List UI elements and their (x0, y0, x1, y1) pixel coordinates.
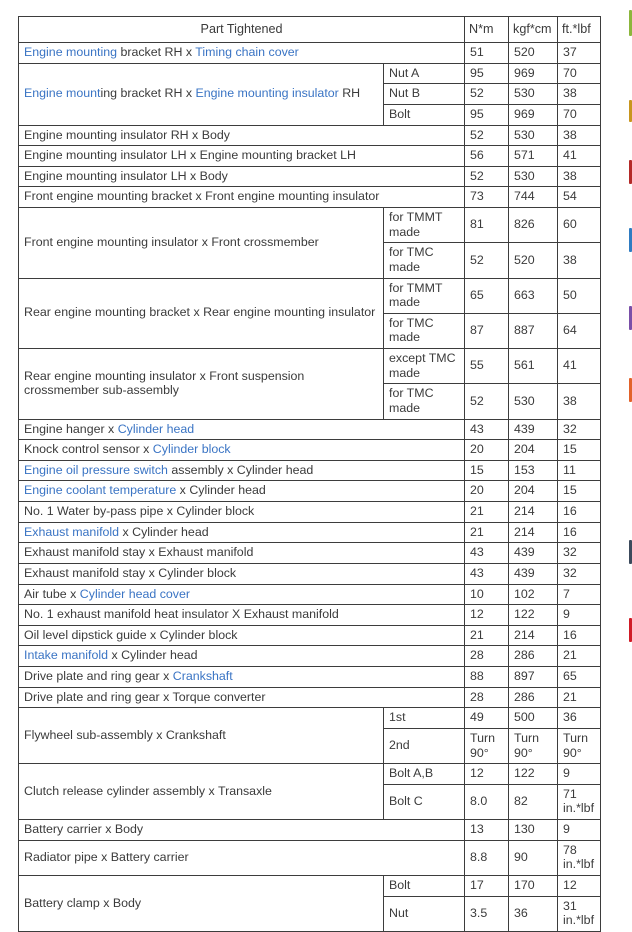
torque-value-nm: 43 (465, 563, 509, 584)
table-row (19, 125, 601, 146)
part-text: RH (338, 86, 361, 101)
torque-value-nm: 95 (465, 104, 509, 125)
table-row (19, 146, 601, 167)
part-tightened-cell (19, 125, 465, 146)
torque-value-nm: 81 (465, 208, 509, 243)
torque-value-nm: 95 (465, 63, 509, 84)
torque-value-ftlbf: 9 (558, 820, 601, 841)
torque-value-kgf: 90 (509, 840, 558, 875)
torque-value-kgf: 153 (509, 460, 558, 481)
torque-value-nm: 43 (465, 419, 509, 440)
torque-value-ftlbf: 31 in.*lbf (558, 896, 601, 931)
part-tightened-cell (19, 187, 465, 208)
part-text: Drive plate and ring gear x Torque converter (24, 689, 266, 704)
part-text: x Cylinder head (119, 524, 209, 539)
torque-value-nm: 13 (465, 820, 509, 841)
sub-condition-cell: for TMC made (384, 384, 465, 419)
part-link[interactable]: Crankshaft (172, 669, 233, 683)
torque-value-ftlbf: 38 (558, 166, 601, 187)
table-row (19, 63, 601, 84)
part-text: Rear engine mounting insulator x Front suspension crossmember sub-assembly (24, 368, 305, 398)
part-tightened-cell (19, 278, 384, 349)
torque-value-kgf: 571 (509, 146, 558, 167)
part-link[interactable]: Engine mounting insulator (195, 86, 339, 101)
sub-condition-cell: 2nd (384, 728, 465, 763)
torque-value-kgf: 204 (509, 440, 558, 461)
torque-value-nm: 12 (465, 764, 509, 785)
table-row (19, 584, 601, 605)
part-tightened-cell (19, 563, 465, 584)
sub-condition-cell: except TMC made (384, 349, 465, 384)
torque-value-ftlbf: 70 (558, 104, 601, 125)
torque-value-ftlbf: 12 (558, 875, 601, 896)
torque-value-nm: 88 (465, 667, 509, 688)
table-row (19, 605, 601, 626)
part-tightened-cell (19, 605, 465, 626)
torque-value-kgf: 122 (509, 605, 558, 626)
torque-value-nm: 21 (465, 502, 509, 523)
sub-condition-cell: for TMMT made (384, 208, 465, 243)
torque-value-nm: 20 (465, 481, 509, 502)
part-text: bracket RH x (117, 45, 196, 59)
table-row (19, 43, 601, 64)
table-row (19, 440, 601, 461)
column-header-kgf-cm: kgf*cm (509, 17, 558, 43)
torque-table-container (18, 16, 600, 932)
part-text: Front engine mounting insulator x Front crossmember (24, 234, 319, 249)
torque-value-nm: 43 (465, 543, 509, 564)
torque-value-kgf: 663 (509, 278, 558, 313)
part-text: Radiator pipe x Battery carrier (24, 849, 189, 864)
torque-value-ftlbf: 15 (558, 481, 601, 502)
part-text: assembly x Cylinder head (167, 462, 314, 477)
torque-value-kgf: 826 (509, 208, 558, 243)
table-row (19, 502, 601, 523)
torque-value-kgf: 530 (509, 384, 558, 419)
torque-value-ftlbf: 50 (558, 278, 601, 313)
part-link[interactable]: Cylinder block (152, 442, 231, 457)
part-tightened-cell (19, 764, 384, 820)
torque-value-kgf: 214 (509, 522, 558, 543)
torque-value-ftlbf: 21 (558, 687, 601, 708)
torque-value-ftlbf: 38 (558, 384, 601, 419)
torque-value-ftlbf: 65 (558, 667, 601, 688)
table-row (19, 667, 601, 688)
part-text: Engine mounting insulator LH x Body (24, 168, 228, 183)
torque-value-ftlbf: 38 (558, 125, 601, 146)
torque-value-kgf: 286 (509, 687, 558, 708)
part-text: Engine hanger x (24, 421, 118, 436)
sub-condition-cell: Bolt (384, 875, 465, 896)
table-row (19, 708, 601, 729)
torque-value-nm: 8.8 (465, 840, 509, 875)
torque-value-nm: 87 (465, 313, 509, 348)
torque-value-kgf: 204 (509, 481, 558, 502)
torque-value-ftlbf: 7 (558, 584, 601, 605)
torque-value-kgf: 520 (509, 43, 558, 64)
torque-value-nm: 52 (465, 125, 509, 146)
part-tightened-cell (19, 440, 465, 461)
table-row (19, 187, 601, 208)
torque-value-ftlbf: 16 (558, 522, 601, 543)
torque-value-kgf: 286 (509, 646, 558, 667)
sub-condition-cell: Bolt C (384, 784, 465, 819)
torque-value-nm: 52 (465, 243, 509, 278)
part-link[interactable]: Engine coolant temperature (24, 483, 177, 498)
table-row (19, 563, 601, 584)
part-tightened-cell (19, 840, 465, 875)
table-body (19, 43, 601, 932)
part-tightened-cell (19, 43, 465, 64)
sub-condition-cell: for TMC made (384, 313, 465, 348)
table-row (19, 522, 601, 543)
table-row (19, 481, 601, 502)
part-tightened-cell (19, 543, 465, 564)
torque-value-nm: 52 (465, 384, 509, 419)
table-row (19, 646, 601, 667)
part-tightened-cell (19, 625, 465, 646)
table-row (19, 166, 601, 187)
torque-value-ftlbf: 70 (558, 63, 601, 84)
part-text: ing bracket RH x (100, 86, 196, 101)
torque-value-kgf: 102 (509, 584, 558, 605)
sub-condition-cell: Nut A (384, 63, 465, 84)
torque-value-kgf: 214 (509, 502, 558, 523)
torque-value-nm: 56 (465, 146, 509, 167)
torque-value-kgf: 439 (509, 563, 558, 584)
torque-value-kgf: 530 (509, 166, 558, 187)
torque-value-nm: 21 (465, 625, 509, 646)
torque-specification-table (18, 16, 601, 932)
table-row (19, 278, 601, 313)
table-row (19, 349, 601, 384)
torque-value-nm: 65 (465, 278, 509, 313)
torque-value-ftlbf: 36 (558, 708, 601, 729)
part-link[interactable]: Exhaust manifold (24, 524, 120, 539)
torque-value-nm: 12 (465, 605, 509, 626)
table-row (19, 543, 601, 564)
part-text: Air tube x (24, 586, 80, 601)
torque-value-nm: 73 (465, 187, 509, 208)
part-tightened-cell (19, 166, 465, 187)
torque-value-kgf: 561 (509, 349, 558, 384)
part-link[interactable]: Engine mount (24, 86, 101, 101)
part-text: Engine mounting insulator RH x Body (24, 127, 230, 142)
torque-value-ftlbf: 32 (558, 419, 601, 440)
part-text: Engine mounting insulator LH x Engine mounting bracket LH (24, 148, 356, 163)
part-tightened-cell (19, 349, 384, 420)
part-text: x Cylinder head (108, 648, 198, 663)
torque-value-ftlbf: 71 in.*lbf (558, 784, 601, 819)
table-row (19, 419, 601, 440)
torque-value-ftlbf: 11 (558, 460, 601, 481)
part-link[interactable]: Cylinder head (117, 421, 195, 436)
torque-value-nm: 49 (465, 708, 509, 729)
part-tightened-cell (19, 708, 384, 764)
torque-value-nm: 21 (465, 522, 509, 543)
sub-condition-cell: Nut (384, 896, 465, 931)
torque-value-kgf: 530 (509, 125, 558, 146)
part-text: x Cylinder head (176, 483, 266, 498)
part-text: Oil level dipstick guide x Cylinder block (24, 627, 238, 642)
torque-value-kgf: 520 (509, 243, 558, 278)
torque-value-nm: Turn 90° (465, 728, 509, 763)
part-text: Knock control sensor x (24, 442, 153, 457)
torque-value-ftlbf: 37 (558, 43, 601, 64)
torque-value-kgf: Turn 90° (509, 728, 558, 763)
part-link[interactable]: Timing chain cover (195, 45, 299, 59)
part-tightened-cell (19, 208, 384, 279)
torque-value-nm: 28 (465, 646, 509, 667)
part-text: Exhaust manifold stay x Exhaust manifold (24, 545, 254, 560)
torque-value-kgf: 82 (509, 784, 558, 819)
part-tightened-cell (19, 646, 465, 667)
torque-value-kgf: 170 (509, 875, 558, 896)
torque-value-ftlbf: 41 (558, 349, 601, 384)
part-link[interactable]: Intake manifold (24, 648, 109, 663)
torque-value-ftlbf: 16 (558, 625, 601, 646)
table-row (19, 460, 601, 481)
torque-value-kgf: 214 (509, 625, 558, 646)
torque-value-ftlbf: 32 (558, 563, 601, 584)
part-tightened-cell (19, 667, 465, 688)
part-tightened-cell (19, 146, 465, 167)
part-text: Battery clamp x Body (24, 895, 142, 910)
part-tightened-cell (19, 522, 465, 543)
column-header-newton-meter: N*m (465, 17, 509, 43)
torque-value-ftlbf: 16 (558, 502, 601, 523)
part-tightened-cell (19, 460, 465, 481)
part-tightened-cell (19, 502, 465, 523)
torque-value-kgf: 744 (509, 187, 558, 208)
sub-condition-cell: Bolt A,B (384, 764, 465, 785)
torque-value-ftlbf: 64 (558, 313, 601, 348)
part-text: Front engine mounting bracket x Front engine mounting insulator (24, 189, 380, 204)
torque-value-ftlbf: 41 (558, 146, 601, 167)
torque-value-nm: 51 (465, 43, 509, 64)
torque-value-ftlbf: 32 (558, 543, 601, 564)
table-row (19, 840, 601, 875)
torque-value-nm: 20 (465, 440, 509, 461)
torque-value-nm: 52 (465, 166, 509, 187)
column-header-part-tightened: Part Tightened (19, 17, 465, 43)
torque-value-ftlbf: 15 (558, 440, 601, 461)
part-text: Rear engine mounting bracket x Rear engine mounting insulator (24, 305, 376, 320)
table-row (19, 820, 601, 841)
torque-value-kgf: 969 (509, 104, 558, 125)
table-row (19, 687, 601, 708)
torque-value-nm: 8.0 (465, 784, 509, 819)
torque-value-kgf: 897 (509, 667, 558, 688)
part-link[interactable]: Engine oil pressure switch (24, 462, 168, 477)
part-text: Battery carrier x Body (24, 822, 144, 836)
torque-value-ftlbf: 38 (558, 84, 601, 105)
torque-value-kgf: 122 (509, 764, 558, 785)
column-header-ft-lbf: ft.*lbf (558, 17, 601, 43)
torque-value-kgf: 130 (509, 820, 558, 841)
torque-value-ftlbf: 9 (558, 605, 601, 626)
torque-value-ftlbf: 38 (558, 243, 601, 278)
torque-value-ftlbf: 9 (558, 764, 601, 785)
part-link[interactable]: Cylinder head cover (79, 586, 190, 601)
table-row (19, 875, 601, 896)
part-text: No. 1 Water by-pass pipe x Cylinder block (24, 504, 255, 518)
torque-value-nm: 15 (465, 460, 509, 481)
part-tightened-cell (19, 820, 465, 841)
part-text: No. 1 exhaust manifold heat insulator X Exhaust manifold (24, 607, 339, 622)
part-text: Flywheel sub-assembly x Crankshaft (24, 727, 226, 742)
torque-value-kgf: 439 (509, 543, 558, 564)
torque-value-kgf: 439 (509, 419, 558, 440)
table-row (19, 208, 601, 243)
part-tightened-cell (19, 481, 465, 502)
torque-value-ftlbf: 78 in.*lbf (558, 840, 601, 875)
torque-value-kgf: 530 (509, 84, 558, 105)
part-tightened-cell (19, 63, 384, 125)
torque-value-nm: 28 (465, 687, 509, 708)
sub-condition-cell: for TMC made (384, 243, 465, 278)
torque-value-kgf: 887 (509, 313, 558, 348)
torque-value-nm: 55 (465, 349, 509, 384)
torque-value-ftlbf: 60 (558, 208, 601, 243)
sub-condition-cell: Bolt (384, 104, 465, 125)
sub-condition-cell: 1st (384, 708, 465, 729)
part-text: Drive plate and ring gear x (24, 669, 173, 683)
part-tightened-cell (19, 584, 465, 605)
part-text: Clutch release cylinder assembly x Transaxle (24, 783, 272, 798)
torque-value-ftlbf: Turn 90° (558, 728, 601, 763)
header-row (19, 17, 601, 43)
torque-value-nm: 52 (465, 84, 509, 105)
torque-value-nm: 3.5 (465, 896, 509, 931)
part-text: Exhaust manifold stay x Cylinder block (24, 565, 237, 580)
sub-condition-cell: for TMMT made (384, 278, 465, 313)
table-row (19, 764, 601, 785)
part-tightened-cell (19, 419, 465, 440)
sub-condition-cell: Nut B (384, 84, 465, 105)
torque-value-ftlbf: 21 (558, 646, 601, 667)
torque-value-kgf: 36 (509, 896, 558, 931)
part-tightened-cell (19, 687, 465, 708)
torque-value-ftlbf: 54 (558, 187, 601, 208)
part-tightened-cell (19, 875, 384, 931)
torque-value-nm: 17 (465, 875, 509, 896)
torque-value-kgf: 969 (509, 63, 558, 84)
table-row (19, 625, 601, 646)
torque-value-nm: 10 (465, 584, 509, 605)
table-header (19, 17, 601, 43)
part-link[interactable]: Engine mounting (24, 45, 117, 59)
torque-value-kgf: 500 (509, 708, 558, 729)
